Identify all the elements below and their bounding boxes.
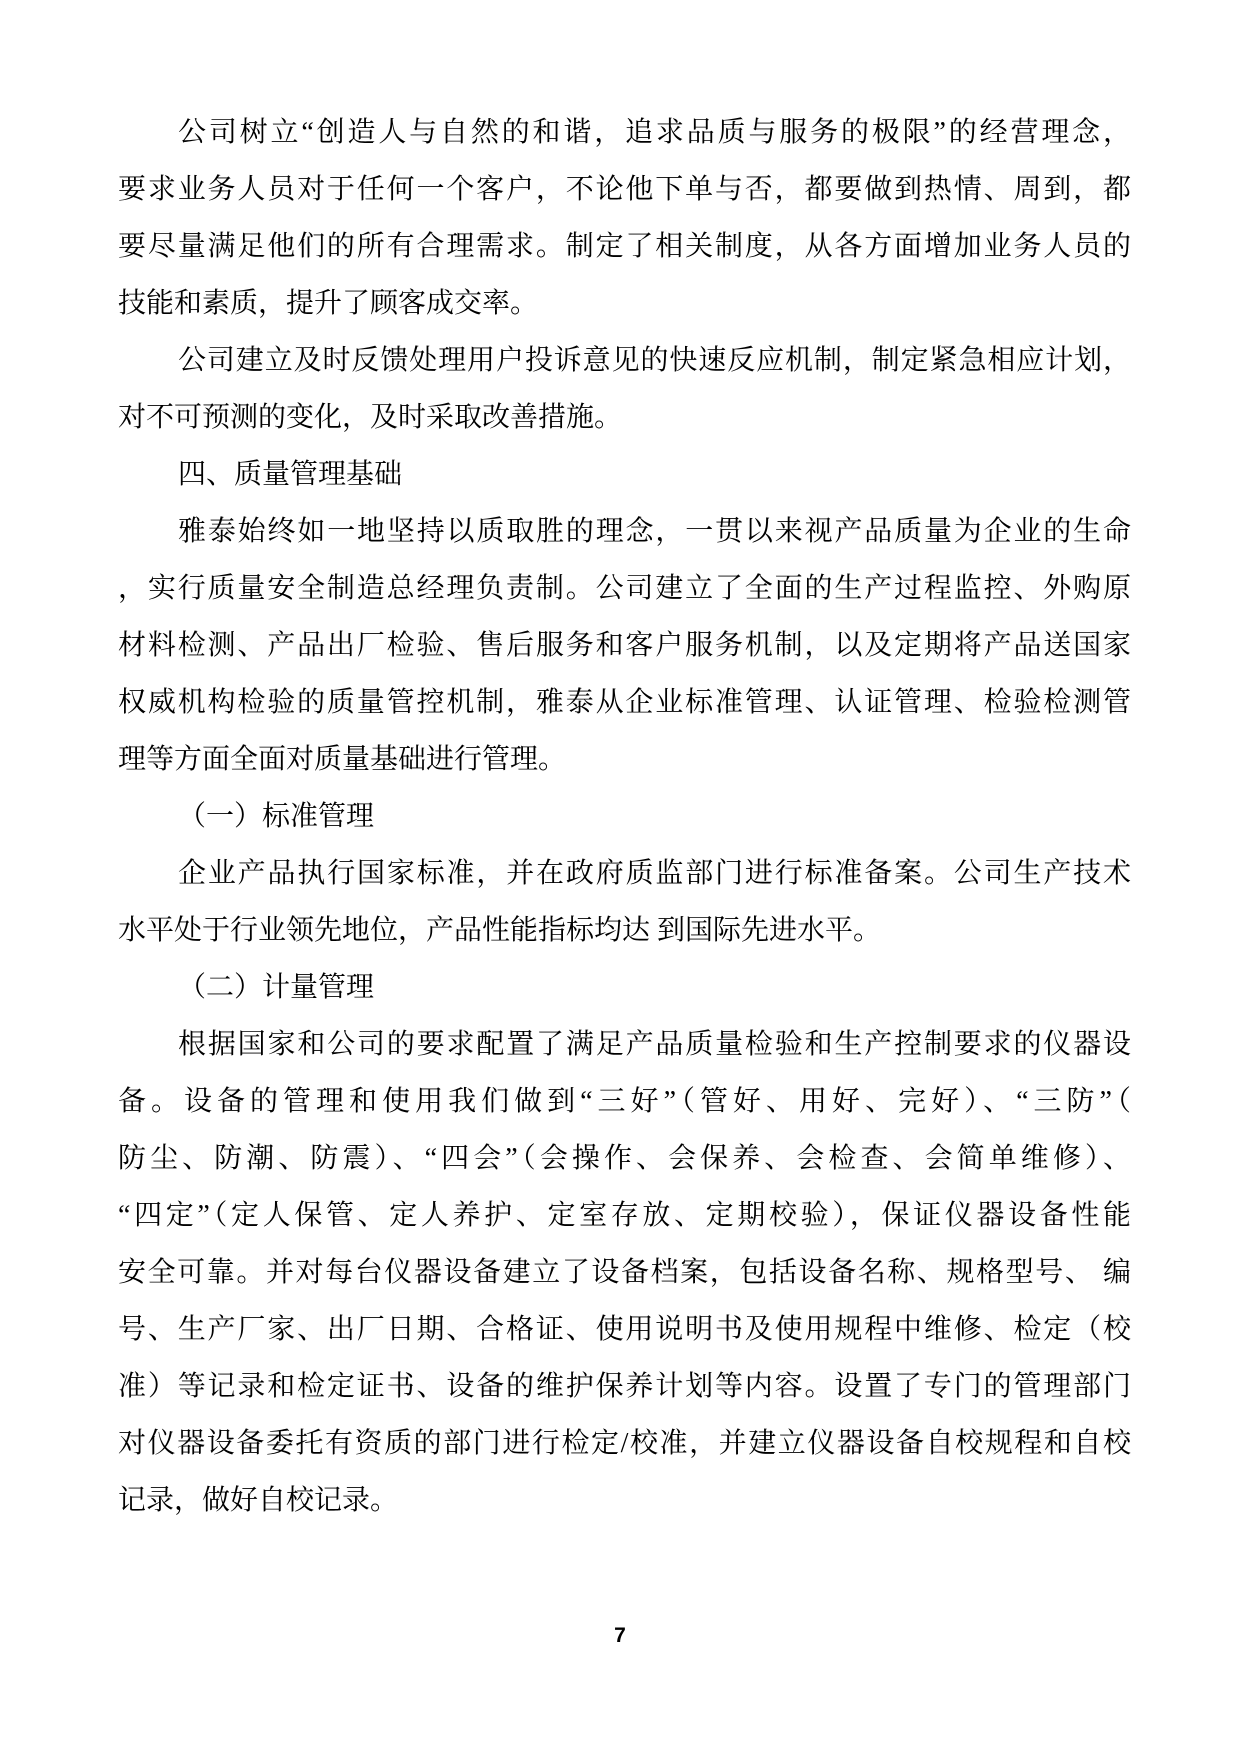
text-line: 号、生产厂家、出厂日期、合格证、使用说明书及使用规程中维修、检定（校 bbox=[118, 1314, 1131, 1345]
text-line: 雅泰始终如一地坚持以质取胜的理念，一贯以来视产品质量为企业的生命 bbox=[178, 516, 1131, 547]
text-line: 记录，做好自校记录。 bbox=[118, 1485, 399, 1516]
text-line: ，实行质量安全制造总经理负责制。公司建立了全面的生产过程监控、外购原 bbox=[118, 573, 1131, 604]
text-line: 要尽量满足他们的所有合理需求。制定了相关制度，从各方面增加业务人员的 bbox=[118, 231, 1131, 262]
text-line: 备。设备的管理和使用我们做到“三好”（管好、用好、完好）、“三防”（ bbox=[118, 1086, 1131, 1117]
section-heading bbox=[118, 788, 1131, 845]
text-line: “四定”（定人保管、定人养护、定室存放、定期校验），保证仪器设备性能 bbox=[118, 1200, 1131, 1231]
text-line: 对仪器设备委托有资质的部门进行检定/校准，并建立仪器设备自校规程和自校 bbox=[118, 1428, 1131, 1459]
text-line: 准）等记录和检定证书、设备的维护保养计划等内容。设置了专门的管理部门 bbox=[118, 1371, 1131, 1402]
section-heading bbox=[118, 959, 1131, 1016]
text-line: 根据国家和公司的要求配置了满足产品质量检验和生产控制要求的仪器设 bbox=[178, 1029, 1131, 1060]
text-line: 四、质量管理基础 bbox=[178, 459, 403, 490]
text-line: 安全可靠。并对每台仪器设备建立了设备档案，包括设备名称、规格型号、 编 bbox=[118, 1257, 1131, 1288]
paragraph bbox=[118, 503, 1131, 788]
text-line: 材料检测、产品出厂检验、售后服务和客户服务机制，以及定期将产品送国家 bbox=[118, 630, 1131, 661]
paragraph bbox=[118, 1016, 1131, 1529]
text-line: 企业产品执行国家标准，并在政府质监部门进行标准备案。公司生产技术 bbox=[178, 858, 1131, 889]
paragraph bbox=[118, 845, 1131, 959]
paragraph bbox=[118, 104, 1131, 332]
text-line: 防尘、防潮、防震）、“四会”（会操作、会保养、会检查、会简单维修）、 bbox=[118, 1143, 1131, 1174]
text-line: （二）计量管理 bbox=[178, 972, 375, 1003]
text-line: 要求业务人员对于任何一个客户，不论他下单与否，都要做到热情、周到，都 bbox=[118, 174, 1131, 205]
text-line: 理等方面全面对质量基础进行管理。 bbox=[118, 744, 567, 775]
text-line: 对不可预测的变化，及时采取改善措施。 bbox=[118, 402, 623, 433]
text-line: 水平处于行业领先地位，产品性能指标均达 到国际先进水平。 bbox=[118, 915, 882, 946]
text-line: 公司树立“创造人与自然的和谐，追求品质与服务的极限”的经营理念， bbox=[178, 117, 1131, 148]
section-heading bbox=[118, 446, 1131, 503]
paragraph bbox=[118, 332, 1131, 446]
document-body bbox=[118, 0, 1131, 1529]
text-line: 权威机构检验的质量管控机制，雅泰从企业标准管理、认证管理、检验检测管 bbox=[118, 687, 1131, 718]
text-line: 技能和素质，提升了顾客成交率。 bbox=[118, 288, 539, 319]
page-number: 7 bbox=[614, 1624, 626, 1647]
text-line: （一）标准管理 bbox=[178, 801, 375, 832]
text-line: 公司建立及时反馈处理用户投诉意见的快速反应机制，制定紧急相应计划， bbox=[178, 345, 1131, 376]
